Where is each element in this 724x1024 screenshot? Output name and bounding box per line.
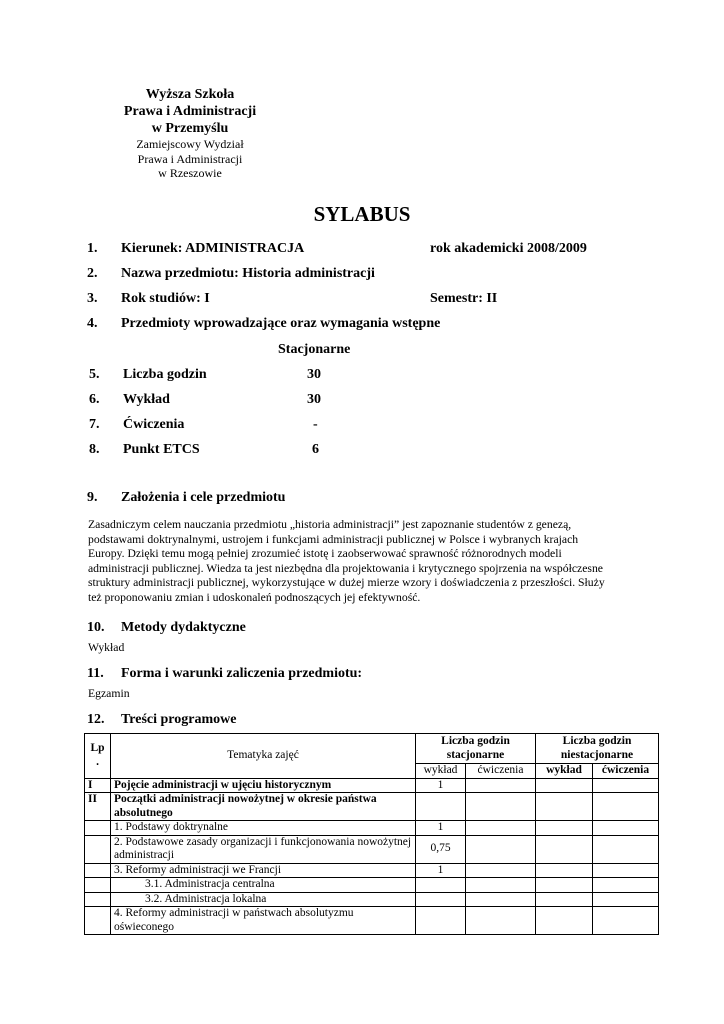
item-academic-year: rok akademicki 2008/2009 <box>430 241 587 256</box>
row-cell <box>466 878 536 893</box>
row-cell <box>593 778 659 793</box>
table-row <box>85 878 659 893</box>
row-cell <box>536 892 593 907</box>
row-topic: 1. Podstawy doktrynalne <box>111 821 416 836</box>
item-course-name: Nazwa przedmiotu: Historia administracji <box>121 266 375 281</box>
header-exercises: ćwiczenia <box>593 764 659 779</box>
row-lp: I <box>85 778 111 793</box>
row-topic: Początki administracji nowożytnej w okresie państwa absolutnego <box>111 793 416 821</box>
hours-row-value: 30 <box>307 392 321 407</box>
row-cell <box>466 907 536 935</box>
school-name-line1: Wyższa Szkoła <box>145 87 235 102</box>
item-prerequisites: Przedmioty wprowadzające oraz wymagania wstępne <box>121 316 441 331</box>
table-row <box>85 835 659 863</box>
paragraph-line: struktury administracji publicznej, wykorzystujące w dużej mierze wzory i doświadczenia z przeszłości. Służy <box>88 576 605 589</box>
table-row <box>85 778 659 793</box>
row-cell <box>466 821 536 836</box>
row-lecture-hours <box>416 907 466 935</box>
hours-row-value: 30 <box>307 367 321 382</box>
goals-paragraph <box>88 518 648 605</box>
header-hours-part-time: Liczba godzin niestacjonarne <box>536 734 659 764</box>
row-topic: 3.1. Administracja centralna <box>111 878 416 893</box>
row-lp <box>85 907 111 935</box>
row-lecture-hours <box>416 892 466 907</box>
school-header <box>95 86 285 181</box>
item-number-2: 2. <box>87 266 98 281</box>
section-heading-methods: Metody dydaktyczne <box>121 620 246 635</box>
row-lp <box>85 892 111 907</box>
dept-line1: Zamiejscowy Wydział <box>136 137 244 151</box>
section-number-11: 11. <box>87 666 104 681</box>
item-year-of-study: Rok studiów: I <box>121 291 210 306</box>
section-heading-goals: Założenia i cele przedmiotu <box>121 490 286 505</box>
row-cell <box>536 878 593 893</box>
table-row <box>85 892 659 907</box>
row-topic: Pojęcie administracji w ujęciu historycznym <box>111 778 416 793</box>
section-heading-assessment: Forma i warunki zaliczenia przedmiotu: <box>121 666 363 681</box>
header-exercises: ćwiczenia <box>466 764 536 779</box>
row-cell <box>593 907 659 935</box>
row-topic: 4. Reformy administracji w państwach absolutyzmu oświeconego <box>111 907 416 935</box>
hours-row-number: 6. <box>89 392 100 407</box>
table-row <box>85 793 659 821</box>
hours-row-number: 7. <box>89 417 100 432</box>
paragraph-line: administracji publicznej. Wiedza ta jest niezbędna dla projektowania i krytycznego spojrzenia na współczesne <box>88 561 603 575</box>
row-cell <box>593 878 659 893</box>
section-number-9: 9. <box>87 490 98 505</box>
hours-row-value: - <box>313 417 318 432</box>
row-lp <box>85 835 111 863</box>
paragraph-line: też proponowaniu zmian i udoskonaleń podnoszących jej efektywność. <box>88 590 421 604</box>
hours-row-value: 6 <box>312 442 319 457</box>
paragraph-line: Europy. Dzięki temu mogą pełniej zrozumieć istotę i zaobserwować sprawność różnorodnych modeli <box>88 547 562 560</box>
hours-column-header: Stacjonarne <box>278 342 351 357</box>
row-cell <box>466 863 536 878</box>
row-cell <box>593 892 659 907</box>
hours-row-number: 8. <box>89 442 100 457</box>
row-cell <box>536 907 593 935</box>
paragraph-line: podstawami doktrynalnymi, ustrojem i funkcjami administracji publicznej w Polsce i wybranych krajach <box>88 532 579 546</box>
row-cell <box>536 821 593 836</box>
row-lp <box>85 863 111 878</box>
row-cell <box>536 835 593 863</box>
dept-line2: Prawa i Administracji <box>137 151 243 166</box>
row-lecture-hours: 1 <box>416 863 466 878</box>
row-lecture-hours <box>416 793 466 821</box>
program-table <box>84 733 659 935</box>
school-name-line3: w Przemyślu <box>151 121 229 136</box>
row-cell <box>593 793 659 821</box>
section-number-10: 10. <box>87 620 105 635</box>
header-lp: Lp . <box>85 734 111 779</box>
hours-row-label: Liczba godzin <box>123 367 207 382</box>
document-title: SYLABUS <box>313 202 411 226</box>
table-row <box>85 863 659 878</box>
hours-row-label: Wykład <box>123 392 170 407</box>
row-cell <box>593 863 659 878</box>
row-cell <box>536 778 593 793</box>
row-cell <box>536 793 593 821</box>
hours-row-label: Punkt ETCS <box>123 442 200 457</box>
table-row <box>85 821 659 836</box>
row-lp <box>85 878 111 893</box>
row-topic: 3.2. Administracja lokalna <box>111 892 416 907</box>
row-cell <box>466 793 536 821</box>
item-number-1: 1. <box>87 241 98 256</box>
row-cell <box>593 821 659 836</box>
hours-row-label: Ćwiczenia <box>123 417 185 432</box>
row-lecture-hours: 1 <box>416 778 466 793</box>
assessment-body: Egzamin <box>88 687 130 700</box>
row-lecture-hours: 0,75 <box>416 835 466 863</box>
row-cell <box>466 892 536 907</box>
header-topic: Tematyka zajęć <box>111 734 416 779</box>
row-lp: II <box>85 793 111 821</box>
row-cell <box>593 835 659 863</box>
header-hours-full-time: Liczba godzin stacjonarne <box>416 734 536 764</box>
methods-body: Wykład <box>88 641 125 654</box>
row-topic: 2. Podstawowe zasady organizacji i funkcjonowania nowożytnej administracji <box>111 835 416 863</box>
section-number-12: 12. <box>87 712 105 727</box>
paragraph-line: Zasadniczym celem nauczania przedmiotu „historia administracji” jest zapoznanie studentów z genezą, <box>88 518 572 531</box>
row-cell <box>536 863 593 878</box>
row-cell <box>466 778 536 793</box>
item-number-3: 3. <box>87 291 98 306</box>
section-heading-content: Treści programowe <box>121 712 237 727</box>
dept-line3: w Rzeszowie <box>158 166 222 180</box>
item-field-of-study: Kierunek: ADMINISTRACJA <box>121 241 305 256</box>
row-lp <box>85 821 111 836</box>
row-cell <box>466 835 536 863</box>
item-semester: Semestr: II <box>430 291 498 306</box>
school-name-line2: Prawa i Administracji <box>123 104 257 119</box>
row-topic: 3. Reformy administracji we Francji <box>111 863 416 878</box>
header-lecture: wykład <box>416 764 466 779</box>
header-lecture: wykład <box>536 764 593 779</box>
row-lecture-hours: 1 <box>416 821 466 836</box>
row-lecture-hours <box>416 878 466 893</box>
item-number-4: 4. <box>87 316 98 331</box>
table-row <box>85 907 659 935</box>
hours-row-number: 5. <box>89 367 100 382</box>
